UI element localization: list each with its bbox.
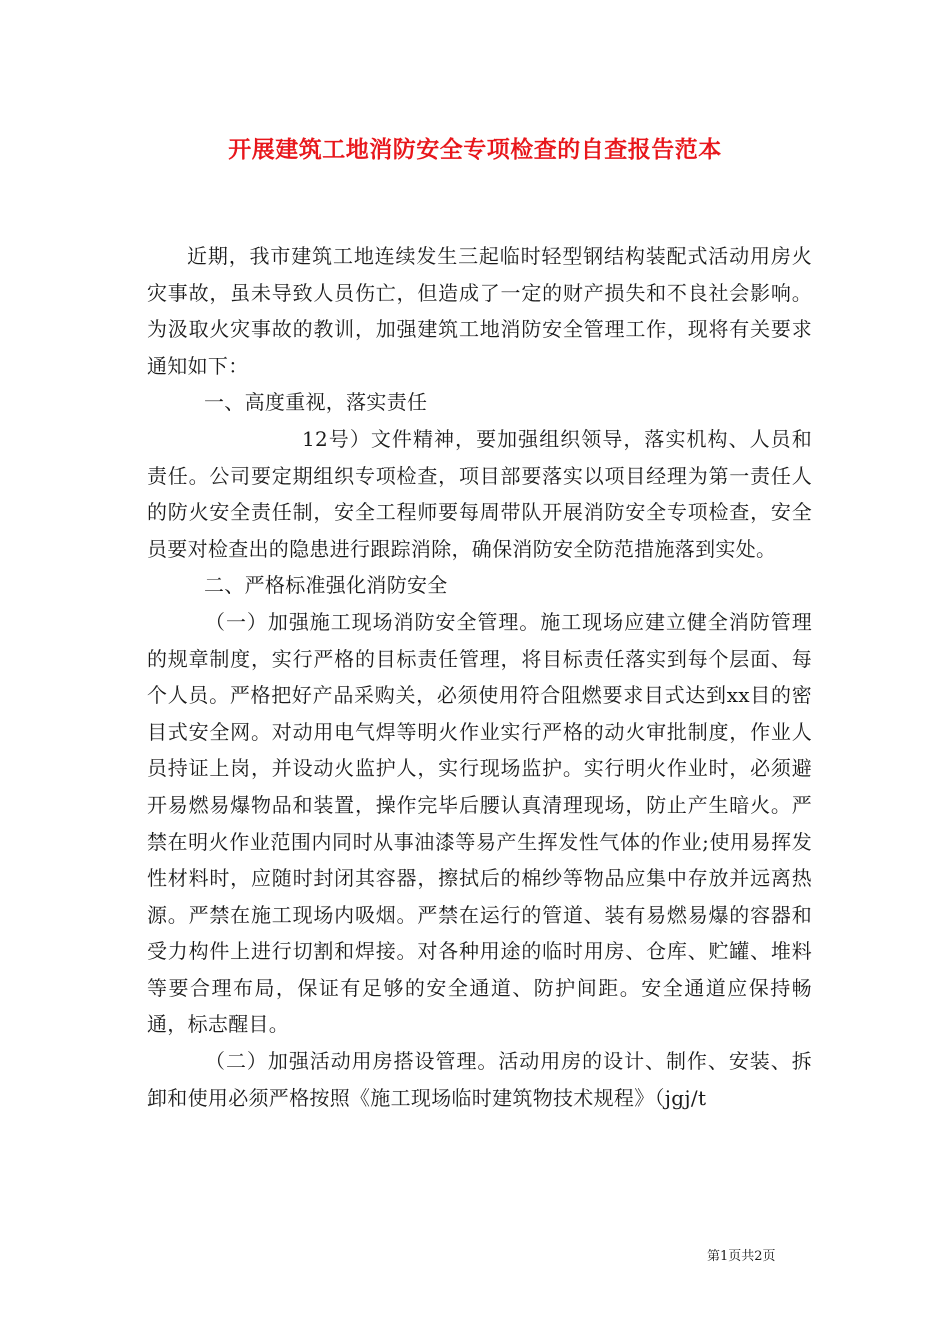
responsibility-paragraph: 12号）文件精神，要加强组织领导，落实机构、人员和责任。公司要定期组织专项检查，项目部要落实以项目经理为第一责任人的防火安全责任制，安全工程师要每周带队开展消防安全专项检查，安全员要对检查出的隐患进行跟踪消除，确保消防安全防范措施落到实处。 [147,426,812,561]
intro-paragraph: 近期，我市建筑工地连续发生三起临时轻型钢结构装配式活动用房火灾事故，虽未导致人员伤亡，但造成了一定的财产损失和不良社会影响。为汲取火灾事故的教训，加强建筑工地消防安全管理工作，现将有关要求通知如下： [147,244,812,378]
document-body [147,238,812,1116]
section-heading-1: 一、高度重视，落实责任 [204,390,428,415]
section-heading-2: 二、严格标准强化消防安全 [204,573,448,598]
site-safety-paragraph: （一）加强施工现场消防安全管理。施工现场应建立健全消防管理的规章制度，实行严格的目标责任管理，将目标责任落实到每个层面、每个人员。严格把好产品采购关，必须使用符合阻燃要求目式达到xx目的密目式安全网。对动用电气焊等明火作业实行严格的动火审批制度，作业人员持证上岗，并设动火监护人，实行现场监护。实行明火作业时，必须避开易燃易爆物品和装置，操作完毕后腰认真清理现场，防止产生暗火。严禁在明火作业范围内同时从事油漆等易产生挥发性气体的作业;使用易挥发性材料时，应随时封闭其容器，擦拭后的棉纱等物品应集中存放并远离热源。严禁在施工现场内吸烟。严禁在运行的管道、装有易燃易爆的容器和受力构件上进行切割和焊接。对各种用途的临时用房、仓库、贮罐、堆料等要合理布局，保证有足够的安全通道、防护间距。安全通道应保持畅通，标志醒目。 [147,609,812,1037]
document-title: 开展建筑工地消防安全专项检查的自查报告范本 [228,136,722,163]
page-number-footer: 第1页共2页 [707,1249,776,1264]
temporary-housing-paragraph: （二）加强活动用房搭设管理。活动用房的设计、制作、安装、拆卸和使用必须严格按照《施工现场临时建筑物技术规程》（jgj/t [147,1049,812,1110]
